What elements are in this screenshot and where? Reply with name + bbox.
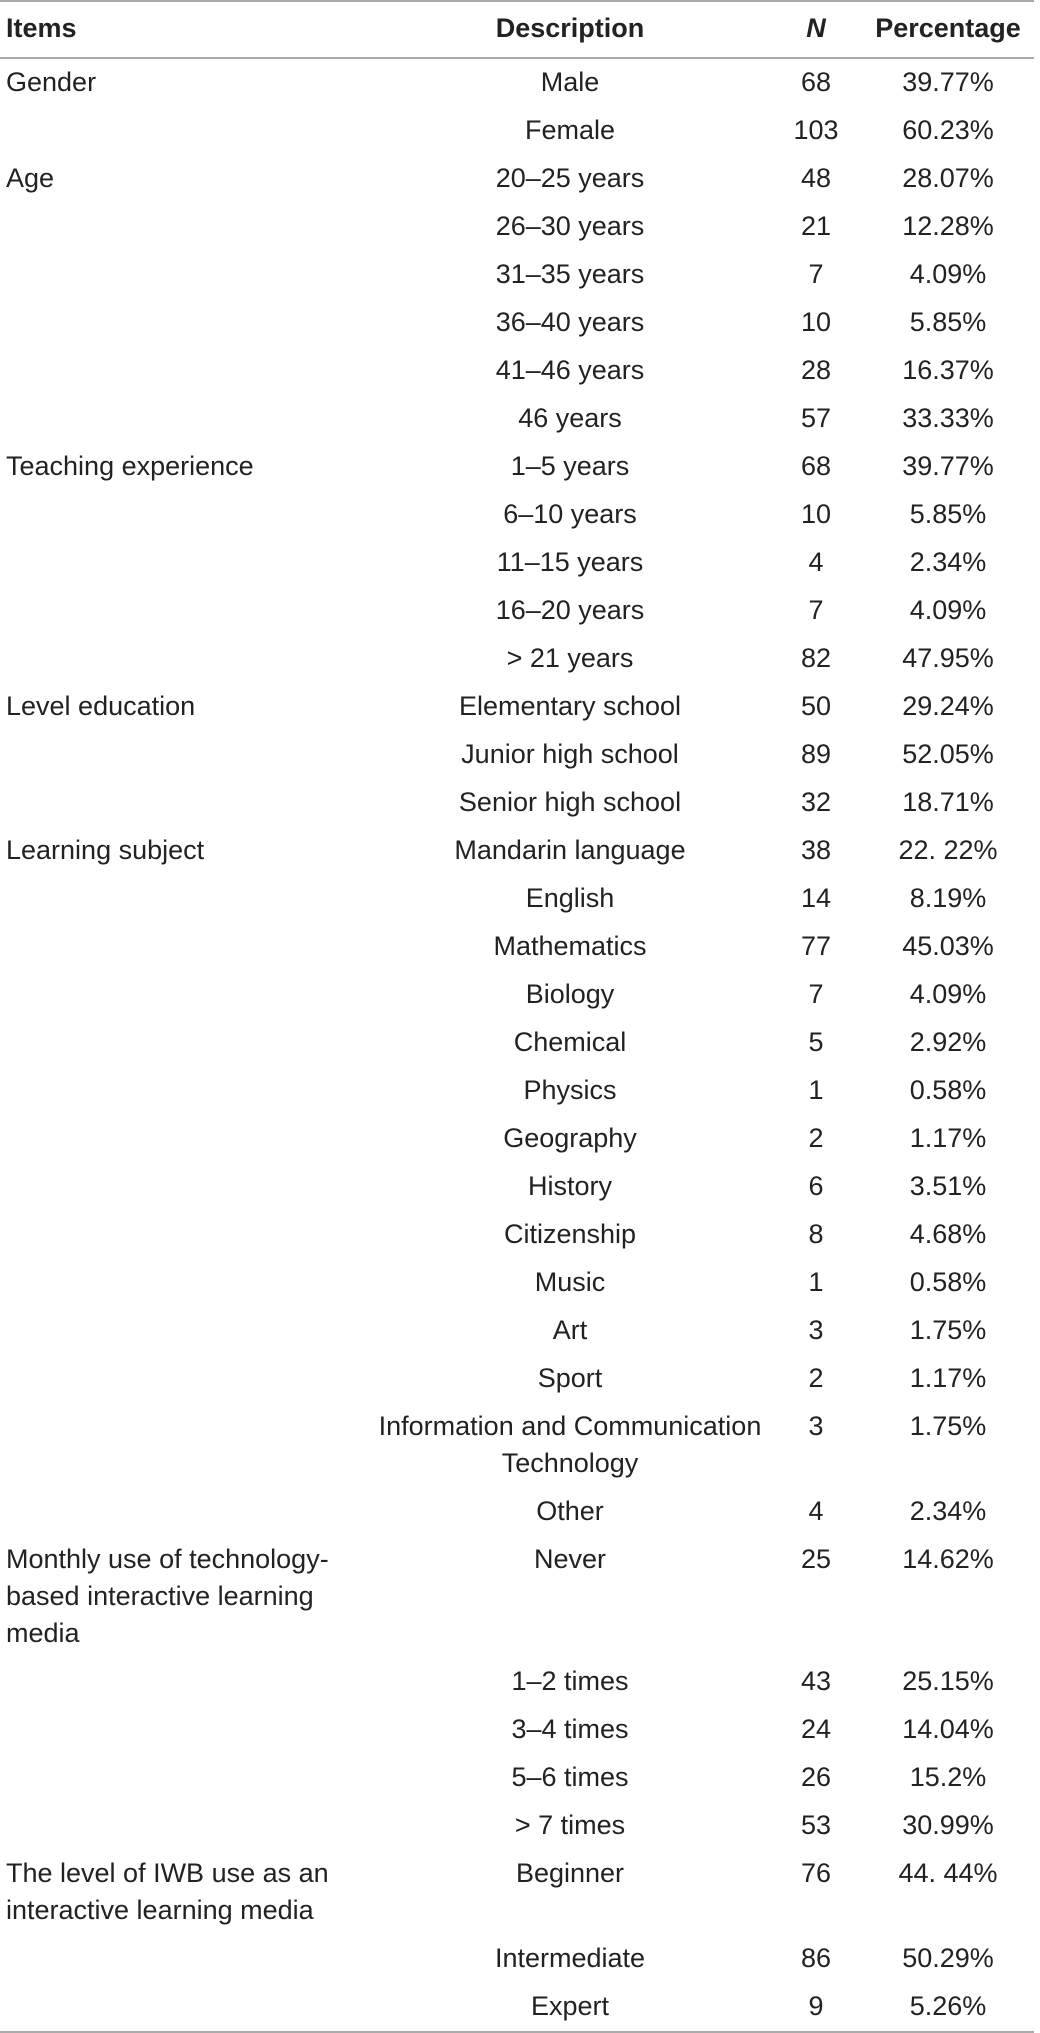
items-cell [0, 1115, 370, 1163]
n-cell: 7 [808, 259, 824, 289]
items-cell [0, 539, 370, 587]
table-row [0, 1802, 1034, 1850]
items-cell [0, 587, 370, 635]
n-cell: 43 [800, 1666, 832, 1696]
percentage-cell: 45.03% [902, 931, 994, 961]
items-cell [0, 731, 370, 779]
header-percentage: Percentage [875, 13, 1021, 43]
description-cell: 11–15 years [496, 547, 644, 577]
items-cell [0, 395, 370, 443]
description-cell: History [527, 1171, 612, 1201]
table-row [0, 1536, 1034, 1658]
percentage-cell: 25.15% [902, 1666, 994, 1696]
n-cell: 48 [800, 163, 832, 193]
n-cell: 26 [800, 1762, 832, 1792]
description-cell: Other [536, 1496, 604, 1526]
n-cell: 6 [808, 1171, 824, 1201]
table-row [0, 1488, 1034, 1536]
description-cell: > 21 years [506, 643, 634, 673]
items-cell [0, 1983, 370, 2032]
table-row [0, 1259, 1034, 1307]
description-cell: 3–4 times [511, 1714, 629, 1744]
percentage-cell: 1.75% [909, 1315, 987, 1345]
percentage-cell: 4.09% [909, 979, 987, 1009]
n-cell: 1 [808, 1075, 824, 1105]
table-row [0, 1211, 1034, 1259]
percentage-cell: 5.85% [909, 499, 987, 529]
table-row [0, 1355, 1034, 1403]
n-cell: 32 [800, 787, 832, 817]
description-cell: Elementary school [458, 691, 682, 721]
n-cell: 4 [808, 547, 824, 577]
description-cell: 1–2 times [511, 1666, 629, 1696]
description-cell: Music [534, 1267, 606, 1297]
description-cell: 46 years [518, 403, 622, 433]
items-cell [0, 107, 370, 155]
n-cell: 82 [800, 643, 832, 673]
table-row [0, 683, 1034, 731]
items-cell [0, 1754, 370, 1802]
percentage-cell: 2.92% [909, 1027, 987, 1057]
description-cell: 36–40 years [495, 307, 645, 337]
items-cell: Teaching experience [6, 451, 254, 481]
items-cell [0, 1658, 370, 1706]
header-items: Items [6, 13, 77, 43]
table-row [0, 395, 1034, 443]
n-cell: 57 [800, 403, 832, 433]
items-cell [0, 1488, 370, 1536]
n-cell: 21 [800, 211, 832, 241]
items-cell [0, 203, 370, 251]
percentage-cell: 44. 44% [898, 1858, 998, 1888]
n-cell: 10 [800, 307, 832, 337]
description-cell: 6–10 years [503, 499, 637, 529]
percentage-cell: 2.34% [909, 1496, 987, 1526]
table-row [0, 635, 1034, 683]
n-cell: 7 [808, 979, 824, 1009]
table-row [0, 1935, 1034, 1983]
description-cell: Senior high school [458, 787, 682, 817]
table-row [0, 1754, 1034, 1802]
table-row [0, 155, 1034, 203]
percentage-cell: 22. 22% [898, 835, 998, 865]
description-cell: Chemical [513, 1027, 627, 1057]
header-description: Description [495, 13, 645, 43]
description-cell: 26–30 years [495, 211, 645, 241]
table-row [0, 347, 1034, 395]
percentage-cell: 39.77% [902, 451, 994, 481]
table-row [0, 923, 1034, 971]
n-cell: 24 [800, 1714, 832, 1744]
n-cell: 4 [808, 1496, 824, 1526]
description-cell: Junior high school [461, 739, 679, 769]
n-cell: 5 [808, 1027, 824, 1057]
n-cell: 9 [808, 1991, 824, 2021]
description-cell: > 7 times [514, 1810, 626, 1840]
n-cell: 77 [800, 931, 832, 961]
percentage-cell: 18.71% [902, 787, 994, 817]
table-row [0, 1983, 1034, 2032]
description-cell: Physics [523, 1075, 617, 1105]
percentage-cell: 0.58% [909, 1267, 987, 1297]
n-cell: 2 [808, 1123, 824, 1153]
percentage-cell: 0.58% [909, 1075, 987, 1105]
n-cell: 76 [800, 1858, 832, 1888]
items-cell [0, 1706, 370, 1754]
description-cell: Information and Communication Technology [378, 1411, 762, 1478]
items-cell [0, 1067, 370, 1115]
description-cell: Male [540, 67, 600, 97]
table-body [0, 58, 1034, 2032]
table-row [0, 731, 1034, 779]
percentage-cell: 14.62% [902, 1544, 994, 1574]
n-cell: 25 [800, 1544, 832, 1574]
percentage-cell: 14.04% [902, 1714, 994, 1744]
table-row [0, 587, 1034, 635]
percentage-cell: 39.77% [902, 67, 994, 97]
items-cell [0, 1211, 370, 1259]
table-row [0, 251, 1034, 299]
n-cell: 50 [800, 691, 832, 721]
table-row [0, 1403, 1034, 1488]
percentage-cell: 50.29% [902, 1943, 994, 1973]
items-cell [0, 251, 370, 299]
n-cell: 68 [800, 451, 832, 481]
description-cell: Geography [503, 1123, 637, 1153]
items-cell: Learning subject [6, 835, 205, 865]
n-cell: 89 [800, 739, 832, 769]
items-cell [0, 1355, 370, 1403]
items-cell [0, 923, 370, 971]
description-cell: Mandarin language [454, 835, 686, 865]
description-cell: English [525, 883, 615, 913]
header-row [0, 1, 1034, 58]
description-cell: 16–20 years [495, 595, 645, 625]
percentage-cell: 15.2% [909, 1762, 987, 1792]
n-cell: 28 [800, 355, 832, 385]
items-cell [0, 635, 370, 683]
table-row [0, 1658, 1034, 1706]
percentage-cell: 12.28% [902, 211, 994, 241]
n-cell: 3 [808, 1411, 824, 1441]
table-row [0, 779, 1034, 827]
percentage-cell: 28.07% [902, 163, 994, 193]
percentage-cell: 4.09% [909, 259, 987, 289]
percentage-cell: 29.24% [902, 691, 994, 721]
percentage-cell: 47.95% [902, 643, 994, 673]
items-cell: Monthly use of technology-based interactive learning media [6, 1544, 329, 1648]
description-cell: Citizenship [503, 1219, 637, 1249]
table-row [0, 1019, 1034, 1067]
table-row [0, 1850, 1034, 1935]
table-row [0, 827, 1034, 875]
header-n: N [806, 13, 826, 43]
percentage-cell: 30.99% [902, 1810, 994, 1840]
n-cell: 1 [808, 1267, 824, 1297]
table-row [0, 875, 1034, 923]
items-cell [0, 1935, 370, 1983]
items-cell [0, 779, 370, 827]
percentage-cell: 4.68% [909, 1219, 987, 1249]
description-cell: 31–35 years [495, 259, 645, 289]
description-cell: 41–46 years [495, 355, 645, 385]
items-cell [0, 1403, 370, 1488]
percentage-cell: 5.85% [909, 307, 987, 337]
description-cell: Female [524, 115, 616, 145]
percentage-cell: 8.19% [909, 883, 987, 913]
table-row [0, 107, 1034, 155]
percentage-cell: 60.23% [902, 115, 994, 145]
percentage-cell: 16.37% [902, 355, 994, 385]
table-row [0, 1163, 1034, 1211]
n-cell: 53 [800, 1810, 832, 1840]
percentage-cell: 1.17% [909, 1123, 987, 1153]
table-header [0, 1, 1034, 58]
items-cell: Age [6, 163, 55, 193]
description-cell: 5–6 times [511, 1762, 629, 1792]
description-cell: Never [533, 1544, 607, 1574]
items-cell [0, 971, 370, 1019]
table-row [0, 971, 1034, 1019]
table-row [0, 1307, 1034, 1355]
items-cell [0, 491, 370, 539]
items-cell: The level of IWB use as an interactive learning media [6, 1858, 329, 1925]
percentage-cell: 2.34% [909, 547, 987, 577]
table-row [0, 1706, 1034, 1754]
n-cell: 38 [800, 835, 832, 865]
n-cell: 2 [808, 1363, 824, 1393]
percentage-cell: 1.75% [909, 1411, 987, 1441]
items-cell: Level education [6, 691, 196, 721]
table-row [0, 299, 1034, 347]
items-cell: Gender [6, 67, 97, 97]
percentage-cell: 52.05% [902, 739, 994, 769]
n-cell: 86 [800, 1943, 832, 1973]
items-cell [0, 1019, 370, 1067]
table-row [0, 1067, 1034, 1115]
percentage-cell: 1.17% [909, 1363, 987, 1393]
table-row [0, 58, 1034, 107]
description-cell: 1–5 years [510, 451, 630, 481]
description-cell: Biology [525, 979, 615, 1009]
items-cell [0, 1307, 370, 1355]
n-cell: 14 [800, 883, 832, 913]
n-cell: 3 [808, 1315, 824, 1345]
percentage-cell: 3.51% [909, 1171, 987, 1201]
table-row [0, 443, 1034, 491]
description-cell: 20–25 years [495, 163, 645, 193]
items-cell [0, 347, 370, 395]
description-cell: Beginner [515, 1858, 625, 1888]
percentage-cell: 5.26% [909, 1991, 987, 2021]
items-cell [0, 1259, 370, 1307]
percentage-cell: 4.09% [909, 595, 987, 625]
description-cell: Art [552, 1315, 588, 1345]
items-cell [0, 875, 370, 923]
table-row [0, 539, 1034, 587]
description-cell: Expert [530, 1991, 610, 2021]
table-row [0, 491, 1034, 539]
table-row [0, 203, 1034, 251]
n-cell: 10 [800, 499, 832, 529]
n-cell: 68 [800, 67, 832, 97]
description-cell: Sport [537, 1363, 603, 1393]
percentage-cell: 33.33% [902, 403, 994, 433]
items-cell [0, 1802, 370, 1850]
description-cell: Mathematics [493, 931, 647, 961]
n-cell: 7 [808, 595, 824, 625]
table-row [0, 1115, 1034, 1163]
description-cell: Intermediate [494, 1943, 646, 1973]
n-cell: 8 [808, 1219, 824, 1249]
n-cell: 103 [793, 115, 839, 145]
items-cell [0, 299, 370, 347]
items-cell [0, 1163, 370, 1211]
